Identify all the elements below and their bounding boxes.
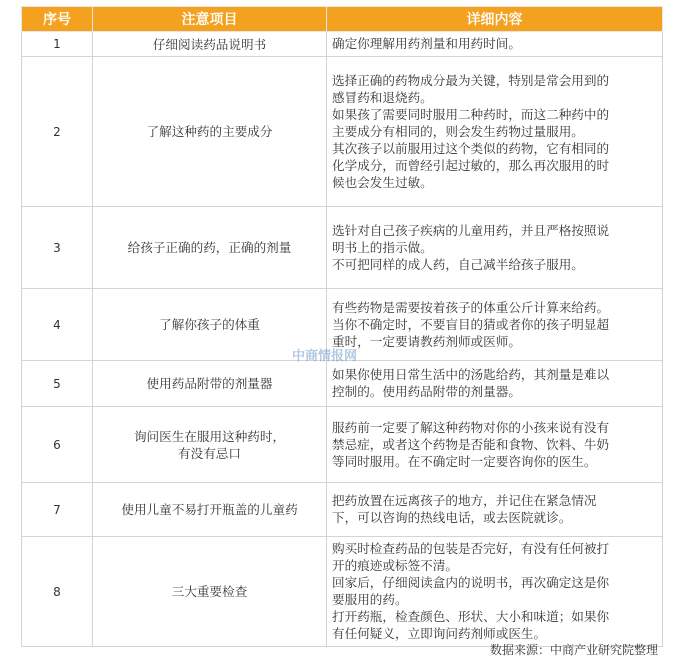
- row-number: 2: [22, 57, 93, 207]
- row-number: 6: [22, 407, 93, 483]
- table-row: [22, 207, 663, 289]
- table-row: [22, 537, 663, 647]
- row-detail: [327, 361, 663, 407]
- detail-line: 要服用的药。: [332, 592, 408, 607]
- detail-line: 打开药瓶，检查颜色、形状、大小和味道；如果你: [332, 609, 610, 624]
- row-detail: [327, 207, 663, 289]
- row-item: [93, 361, 327, 407]
- table-row: [22, 361, 663, 407]
- detail-line: 如果孩了需要同时服用二种药时，而这二种药中的: [332, 106, 610, 122]
- detail-line: 下，可以咨询的热线电话，或去医院就诊。: [332, 510, 572, 525]
- detail-line: 选择正确的药物成分最为关键，特别是常会用到的: [332, 72, 610, 88]
- detail-line: 化学成分，而曾经引起过敏的，那么再次服用的时: [332, 157, 610, 173]
- detail-line: 控制的。使用药品附带的剂量器。: [332, 384, 521, 399]
- row-number: 1: [22, 32, 93, 57]
- header-detail: 详细内容: [327, 7, 663, 32]
- table-row: [22, 32, 663, 57]
- detail-line: 候也会发生过敏。: [332, 174, 433, 190]
- detail-line: 把药放置在远离孩子的地方，并记住在紧急情况: [332, 493, 597, 508]
- header-num: 序号: [22, 7, 93, 32]
- detail-line: 如果你使用日常生活中的汤匙给药，其剂量是难以: [332, 367, 610, 382]
- row-item: [93, 207, 327, 289]
- detail-line: 服药前一定要了解这种药物对你的小孩来说有没有: [332, 419, 610, 435]
- table-row: [22, 407, 663, 483]
- detail-line: 感冒药和退烧药。: [332, 89, 433, 105]
- row-item: [93, 407, 327, 483]
- detail-line: 其次孩子以前服用过这个类似的药物，它有相同的: [332, 140, 610, 156]
- row-number: 8: [22, 537, 93, 647]
- row-number: 4: [22, 289, 93, 361]
- row-number: 5: [22, 361, 93, 407]
- detail-line: 当你不确定时，不要盲目的猜或者你的孩子明显超: [332, 316, 610, 332]
- row-detail: [327, 289, 663, 361]
- detail-line: 主要成分有相同的，则会发生药物过量服用。: [332, 123, 584, 139]
- table-row: [22, 57, 663, 207]
- item-line: 询问医生在服用这种药时，: [133, 428, 286, 444]
- detail-line: 购买时检查药品的包装是否完好，有没有任何被打: [332, 541, 610, 556]
- item-line: 仔细阅读药品说明书: [152, 36, 267, 52]
- watermark-logo: 中商情报网: [292, 349, 358, 364]
- header-item: 注意项目: [93, 7, 327, 32]
- row-item: [93, 483, 327, 537]
- item-line: 给孩子正确的药，正确的剂量: [127, 240, 292, 255]
- precautions-table: [21, 6, 663, 647]
- item-line: 使用儿童不易打开瓶盖的儿童药: [121, 502, 298, 517]
- row-detail: [327, 57, 663, 207]
- detail-line: 回家后，仔细阅读盒内的说明书，再次确定这是你: [332, 575, 610, 590]
- item-line: 使用药品附带的剂量器: [146, 376, 273, 391]
- detail-line: 有任何疑义，立即询问药剂师或医生。: [332, 626, 547, 641]
- item-line: 有没有忌口: [178, 445, 241, 461]
- row-detail: [327, 483, 663, 537]
- detail-line: 开的痕迹或标签不清。: [332, 558, 458, 573]
- row-item: [93, 57, 327, 207]
- detail-line: 确定你理解用药剂量和用药时间。: [332, 36, 521, 51]
- item-line: 了解这种药的主要成分: [146, 124, 273, 139]
- row-number: 7: [22, 483, 93, 537]
- detail-line: 有些药物是需要按着孩子的体重公斤计算来给药。: [332, 299, 610, 315]
- row-detail: [327, 537, 663, 647]
- data-source-note: 数据来源：中商产业研究院整理: [489, 643, 658, 657]
- detail-line: 等同时服用。在不确定时一定要咨询你的医生。: [332, 453, 597, 469]
- table-row: [22, 483, 663, 537]
- row-detail: [327, 32, 663, 57]
- detail-line: 不可把同样的成人药，自己减半给孩子服用。: [332, 256, 584, 272]
- detail-line: 禁忌症，或者这个药物是否能和食物、饮料、牛奶: [332, 436, 610, 452]
- detail-line: 明书上的指示做。: [332, 239, 433, 255]
- row-detail: [327, 407, 663, 483]
- row-number: 3: [22, 207, 93, 289]
- row-item: [93, 32, 327, 57]
- detail-line: 重时，一定要请教药剂师或医师。: [332, 333, 521, 349]
- row-item: [93, 537, 327, 647]
- item-line: 了解你孩子的体重: [159, 317, 260, 332]
- item-line: 三大重要检查: [171, 584, 248, 599]
- table-header-row: [22, 7, 663, 32]
- detail-line: 选针对自己孩子疾病的儿童用药，并且严格按照说: [332, 222, 610, 238]
